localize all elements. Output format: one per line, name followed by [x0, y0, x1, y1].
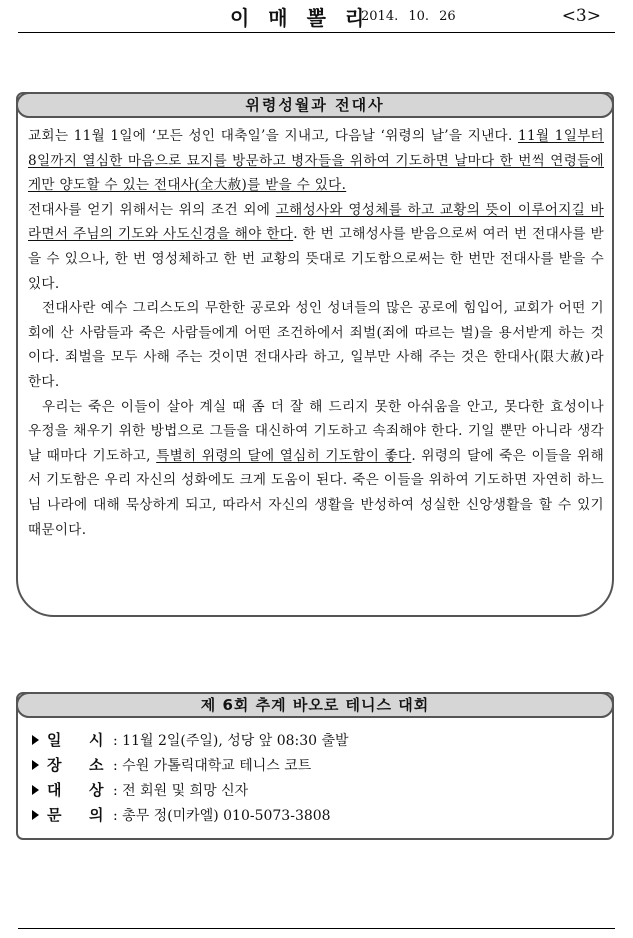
event-item-label: 문 의 [47, 806, 104, 824]
newsletter-title: 이 매 뽈 리 [230, 6, 371, 30]
underlined-text: 11월 1일부터 8일까지 열심한 마음으로 묘지를 방문하고 병자들을 위하여 기도하면 날마다 한 번씩 연령들에게만 양도할 수 있는 전대사(全大赦)를 받을 수 있다. [28, 128, 604, 194]
underlined-text: 특별히 위령의 달에 열심히 기도함이 좋다 [156, 447, 412, 464]
paragraph-text: 전대사란 예수 그리스도의 무한한 공로와 성인 성녀들의 많은 공로에 힘입어, 교회가 어떤 기회에 산 사람들과 죽은 사람들에게 어떤 조건하에서 죄벌(죄에 따르는 벌)을 용서받게 하는 것이다. 죄벌을 모두 사해 주는 것이면 전대사라 하고, 일부만 사해 주는 것은 한대사(限大赦)라 한다. [28, 300, 604, 390]
event-item-value: : 총무 정(미카엘) 010-5073-3808 [113, 808, 331, 824]
event-item-value: : 수원 가톨릭대학교 테니스 코트 [113, 758, 312, 774]
page-number: <3> [561, 6, 601, 26]
paragraph-text: . 위령의 달에 죽은 이들을 위해서 기도함은 우리 자신의 성화에도 크게 도움이 된다. 죽은 이들을 위하여 기도하면 자연히 하느님 나라에 대해 묵상하게 되고, 따라서 자신의 생활을 반성하여 성실한 신앙생활을 할 수 있기 때문이다. [28, 447, 605, 538]
event-title: 제 6회 추계 바오로 테니스 대회 [16, 692, 614, 718]
article-paragraph [28, 395, 604, 543]
underlined-text: 고해성사와 영성체를 하고 교황의 뜻이 이루어지길 바라면서 주님의 기도와 사도신경을 해야 한다 [28, 201, 604, 243]
paragraph-text: 전대사를 얻기 위해서는 위의 조건 외에 [28, 201, 276, 218]
event-item-label: 대 상 [47, 781, 104, 799]
article-paragraph [28, 296, 604, 394]
paragraph-text: . 한 번 고해성사를 받음으로써 여러 번 전대사를 받을 수 있으나, 한 번 영성체하고 한 번 교황의 뜻대로 기도함으로써는 한 번만 전대사를 받을 수 있다. [28, 226, 604, 292]
event-item-value: : 전 회원 및 희망 신자 [113, 783, 249, 799]
event-item-place [32, 753, 602, 778]
event-item-label: 일 시 [47, 731, 104, 749]
paragraph-text: 교회는 11월 1일에 ‘모든 성인 대축일’을 지내고, 다음날 ‘위령의 날’을 지낸다. [28, 128, 519, 144]
paragraph-text: 우리는 죽은 이들이 살아 계실 때 좀 더 잘 해 드리지 못한 아쉬움을 안고, 못다한 효성이나 우정을 채우기 위한 방법으로 그들을 대신하여 기도하고 속죄해야 한다. 기일 뿐만 아니라 생각날 때마다 기도하고, [28, 398, 604, 464]
article-paragraph [28, 198, 604, 296]
triangle-bullet-icon [32, 810, 39, 820]
event-item-time [32, 728, 602, 753]
article-title: 위령성월과 전대사 [16, 92, 614, 118]
event-details [32, 728, 602, 828]
issue-date: 2014. 10. 26 [361, 9, 456, 24]
triangle-bullet-icon [32, 785, 39, 795]
triangle-bullet-icon [32, 760, 39, 770]
event-item-value: : 11월 2일(주일), 성당 앞 08:30 출발 [113, 733, 349, 749]
article-paragraph [28, 124, 604, 198]
event-item-contact [32, 803, 602, 828]
event-item-label: 장 소 [47, 756, 104, 774]
footer-rule [18, 928, 615, 929]
article-box [16, 92, 614, 617]
article-body [28, 124, 604, 542]
event-box [16, 692, 614, 840]
page-header [18, 0, 615, 33]
event-item-target [32, 778, 602, 803]
triangle-bullet-icon [32, 735, 39, 745]
